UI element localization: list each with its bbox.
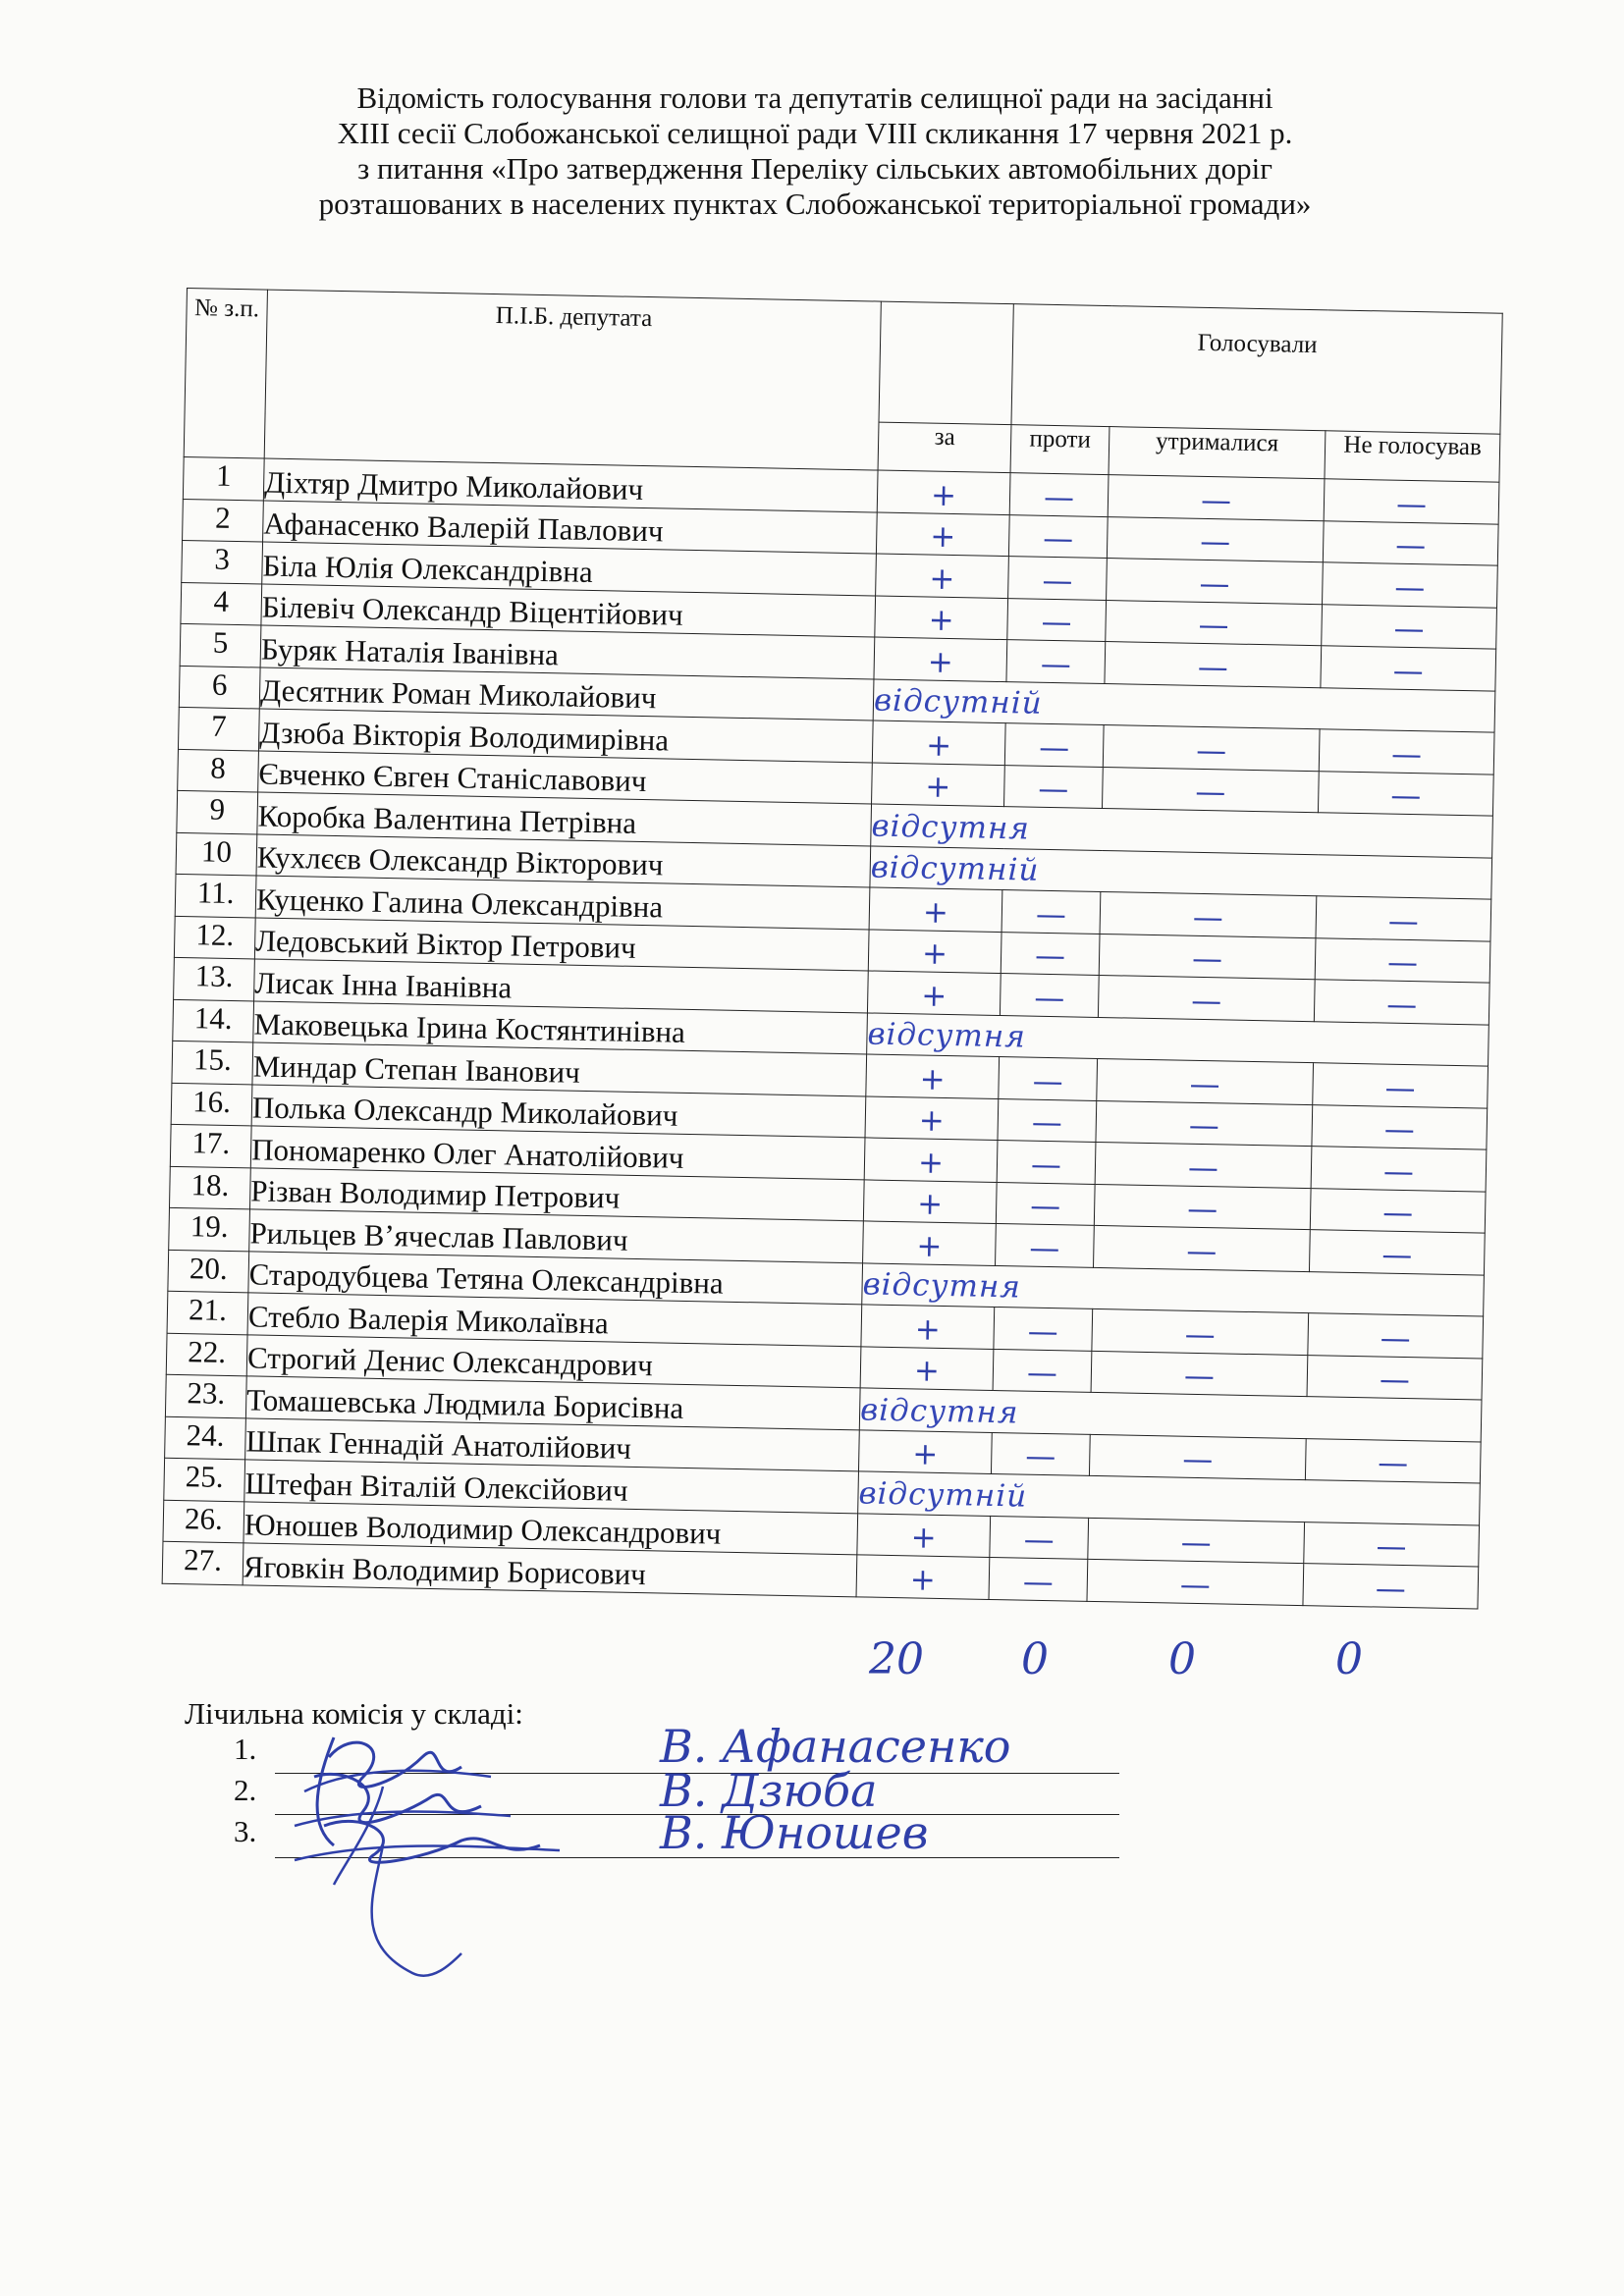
vote-abstain-mark: —	[1098, 975, 1315, 1021]
vote-against-mark: —	[1001, 890, 1101, 934]
row-number: 10	[176, 832, 257, 876]
vote-not-voted-mark: —	[1323, 562, 1498, 608]
vote-for-mark: +	[876, 554, 1009, 598]
vote-not-voted-mark: —	[1321, 646, 1496, 691]
vote-for-mark: +	[863, 1221, 997, 1265]
vote-abstain-mark: —	[1094, 1225, 1311, 1271]
document-title	[196, 80, 1434, 222]
vote-for-mark: +	[877, 470, 1010, 514]
vote-against-mark: —	[989, 1557, 1088, 1600]
row-number: 8	[178, 749, 259, 792]
row-number: 17.	[170, 1124, 251, 1167]
vote-for-mark: +	[857, 1513, 991, 1557]
deputy-name: Яговкін Володимир Борисович	[243, 1543, 857, 1596]
row-number: 1	[183, 456, 264, 500]
vote-against-mark: —	[1007, 598, 1107, 641]
vote-against-mark: —	[1008, 557, 1108, 600]
row-number: 9	[177, 790, 258, 833]
vote-for-mark: +	[861, 1305, 995, 1349]
deputy-name: Юношев Володимир Олександрович	[244, 1501, 858, 1554]
deputy-name: Стебло Валерія Миколаївна	[247, 1293, 862, 1346]
vote-abstain-mark: —	[1087, 1559, 1304, 1605]
vote-against-mark: —	[993, 1349, 1092, 1392]
vote-for-mark: +	[863, 1179, 997, 1223]
deputy-name: Різван Володимир Петрович	[249, 1167, 864, 1220]
commission-num-1: 1.	[234, 1732, 257, 1766]
vote-not-voted-mark: —	[1309, 1230, 1485, 1275]
vote-for-mark: +	[869, 887, 1002, 932]
absent-note: відсутня	[871, 804, 1493, 858]
vote-abstain-mark: —	[1088, 1518, 1305, 1564]
row-number: 13.	[174, 957, 255, 1000]
deputy-name: Біла Юлія Олександрівна	[262, 542, 877, 595]
header-not-voted: Не голосував	[1325, 431, 1500, 482]
deputy-name: Афанасенко Валерій Павлович	[263, 501, 878, 554]
commission-member-2: В. Дзюба	[660, 1764, 878, 1817]
row-number: 20.	[168, 1250, 249, 1293]
row-number: 22.	[166, 1333, 247, 1376]
vote-for-mark: +	[860, 1346, 994, 1390]
header-blank	[879, 301, 1013, 425]
row-number: 15.	[172, 1041, 253, 1084]
vote-abstain-mark: —	[1097, 1058, 1314, 1104]
vote-not-voted-mark: —	[1316, 896, 1491, 941]
deputy-name: Буряк Наталія Іванівна	[260, 625, 875, 678]
vote-against-mark: —	[990, 1516, 1089, 1559]
vote-against-mark: —	[1008, 514, 1108, 558]
deputy-name: Коробка Валентина Петрівна	[257, 792, 872, 845]
vote-not-voted-mark: —	[1315, 937, 1490, 983]
vote-not-voted-mark: —	[1319, 729, 1494, 774]
vote-not-voted-mark: —	[1313, 1063, 1489, 1108]
vote-abstain-mark: —	[1107, 559, 1324, 605]
vote-not-voted-mark: —	[1314, 980, 1489, 1025]
vote-against-mark: —	[994, 1307, 1093, 1350]
row-number: 24.	[165, 1416, 246, 1460]
vote-abstain-mark: —	[1092, 1308, 1309, 1355]
vote-for-mark: +	[858, 1429, 992, 1473]
deputy-name: Білевіч Олександр Віцентійович	[261, 584, 876, 637]
row-number: 4	[181, 582, 262, 625]
vote-not-voted-mark: —	[1303, 1564, 1479, 1609]
vote-abstain-mark: —	[1091, 1351, 1308, 1397]
row-number: 18.	[170, 1166, 251, 1209]
vote-not-voted-mark: —	[1307, 1355, 1483, 1400]
vote-for-mark: +	[872, 721, 1005, 765]
vote-not-voted-mark: —	[1304, 1522, 1480, 1567]
vote-against-mark: —	[1006, 640, 1106, 683]
vote-abstain-mark: —	[1107, 516, 1324, 562]
deputy-name: Шпак Геннадій Анатолійович	[245, 1417, 860, 1470]
row-number: 6	[179, 666, 260, 709]
vote-for-mark: +	[864, 1138, 998, 1182]
vote-against-mark: —	[999, 1057, 1098, 1100]
vote-against-mark: —	[998, 1098, 1097, 1142]
row-number: 11.	[175, 874, 256, 917]
signature-scribble-3	[265, 1806, 579, 2012]
row-number: 2	[183, 499, 264, 542]
commission-num-3: 3.	[234, 1814, 257, 1848]
vote-against-mark: —	[1004, 765, 1104, 808]
vote-abstain-mark: —	[1096, 1100, 1313, 1147]
total-not-voted: 0	[1335, 1634, 1363, 1684]
vote-for-mark: +	[876, 512, 1009, 557]
absent-note: відсутній	[873, 679, 1495, 733]
row-number: 19.	[169, 1207, 250, 1251]
title-line-4: розташованих в населених пунктах Слобожанської територіальної громади»	[318, 187, 1312, 221]
absent-note: відсутня	[862, 1262, 1485, 1316]
vote-not-voted-mark: —	[1305, 1438, 1481, 1483]
row-number: 12.	[174, 916, 255, 959]
title-line-2: XIII сесії Слобожанської селищної ради VIII скликання 17 червня 2021 р.	[337, 116, 1293, 150]
deputy-name: Миндар Степан Іванович	[252, 1042, 867, 1095]
vote-against-mark: —	[996, 1224, 1095, 1267]
vote-not-voted-mark: —	[1323, 520, 1498, 565]
title-line-1: Відомість голосування голови та депутатів селищної ради на засіданні	[356, 80, 1273, 115]
vote-against-mark: —	[1009, 473, 1109, 516]
deputy-name: Євченко Євген Станіславович	[258, 750, 873, 803]
vote-abstain-mark: —	[1094, 1184, 1311, 1230]
vote-not-voted-mark: —	[1310, 1188, 1486, 1233]
deputy-name: Дзюба Вікторія Володимирівна	[258, 709, 873, 762]
absent-note: відсутня	[859, 1388, 1482, 1442]
header-against: проти	[1010, 425, 1110, 475]
row-number: 16.	[171, 1083, 252, 1126]
total-against: 0	[1021, 1634, 1049, 1684]
vote-abstain-mark: —	[1089, 1434, 1306, 1480]
vote-against-mark: —	[1000, 974, 1099, 1017]
vote-for-mark: +	[866, 1054, 1000, 1098]
commission-member-3: В. Юношев	[660, 1806, 929, 1859]
vote-not-voted-mark: —	[1324, 479, 1499, 524]
deputy-name: Рильцев В’ячеслав Павлович	[249, 1209, 864, 1262]
total-abstain: 0	[1168, 1634, 1196, 1684]
deputy-name: Пономаренко Олег Анатолійович	[250, 1126, 865, 1179]
vote-for-mark: +	[872, 762, 1005, 806]
vote-not-voted-mark: —	[1322, 604, 1497, 649]
vote-for-mark: +	[856, 1555, 990, 1599]
row-number: 27.	[162, 1541, 244, 1584]
row-number: 7	[178, 707, 259, 750]
row-number: 21.	[167, 1291, 248, 1334]
row-number: 14.	[173, 999, 254, 1042]
vote-for-mark: +	[875, 596, 1008, 640]
commission-num-2: 2.	[234, 1773, 257, 1807]
commission-label: Лічильна комісія у складі:	[185, 1696, 523, 1731]
vote-abstain-mark: —	[1100, 891, 1317, 937]
deputy-name: Маковецька Ірина Костянтинівна	[253, 1000, 868, 1053]
vote-abstain-mark: —	[1099, 934, 1316, 980]
header-num: № з.п.	[184, 289, 267, 459]
vote-for-mark: +	[874, 637, 1007, 681]
absent-note: відсутній	[858, 1471, 1481, 1525]
vote-for-mark: +	[868, 929, 1001, 973]
vote-not-voted-mark: —	[1312, 1104, 1488, 1149]
header-abstain: утрималися	[1109, 427, 1326, 479]
header-for: за	[878, 422, 1011, 473]
row-number: 5	[180, 623, 261, 667]
deputy-name: Лисак Інна Іванівна	[254, 959, 869, 1012]
vote-abstain-mark: —	[1103, 725, 1320, 772]
vote-against-mark: —	[997, 1141, 1096, 1184]
vote-for-mark: +	[867, 971, 1001, 1015]
vote-against-mark: —	[991, 1432, 1090, 1475]
deputy-name: Штефан Віталій Олексійович	[244, 1460, 859, 1513]
vote-not-voted-mark: —	[1308, 1313, 1484, 1359]
commission-member-1: В. Афанасенко	[660, 1720, 1011, 1773]
deputy-name: Діхтяр Дмитро Миколайович	[263, 458, 878, 511]
row-number: 26.	[163, 1500, 244, 1543]
vote-for-mark: +	[865, 1095, 999, 1140]
header-voted: Голосували	[1011, 304, 1502, 435]
deputy-name: Десятник Роман Миколайович	[259, 667, 874, 721]
vote-abstain-mark: —	[1095, 1142, 1312, 1188]
voting-table	[162, 288, 1503, 1609]
row-number: 25.	[164, 1458, 245, 1501]
deputy-name: Полька Олександр Миколайович	[251, 1084, 866, 1137]
vote-not-voted-mark: —	[1311, 1147, 1487, 1192]
row-number: 23.	[165, 1374, 246, 1417]
vote-not-voted-mark: —	[1318, 771, 1493, 816]
total-for: 20	[869, 1634, 924, 1684]
vote-abstain-mark: —	[1102, 767, 1319, 813]
deputy-name: Куценко Галина Олександрівна	[255, 876, 870, 929]
deputy-name: Томашевська Людмила Борисівна	[245, 1376, 860, 1429]
vote-against-mark: —	[1001, 932, 1100, 975]
header-name: П.І.Б. депутата	[264, 290, 881, 470]
vote-abstain-mark: —	[1105, 642, 1322, 688]
vote-against-mark: —	[996, 1182, 1095, 1225]
deputy-name: Строгий Денис Олександрович	[246, 1334, 861, 1387]
row-number: 3	[182, 540, 263, 583]
title-line-3: з питання «Про затвердження Переліку сільських автомобільних доріг	[357, 151, 1272, 186]
deputy-name: Кухлєєв Олександр Вікторович	[256, 833, 871, 886]
vote-abstain-mark: —	[1106, 600, 1323, 646]
deputy-name: Стародубцева Тетяна Олександрівна	[248, 1251, 863, 1304]
vote-abstain-mark: —	[1108, 475, 1325, 521]
vote-against-mark: —	[1004, 723, 1104, 767]
absent-note: відсутня	[867, 1012, 1489, 1066]
deputy-name: Ледовський Віктор Петрович	[254, 917, 869, 970]
absent-note: відсутній	[870, 845, 1492, 899]
